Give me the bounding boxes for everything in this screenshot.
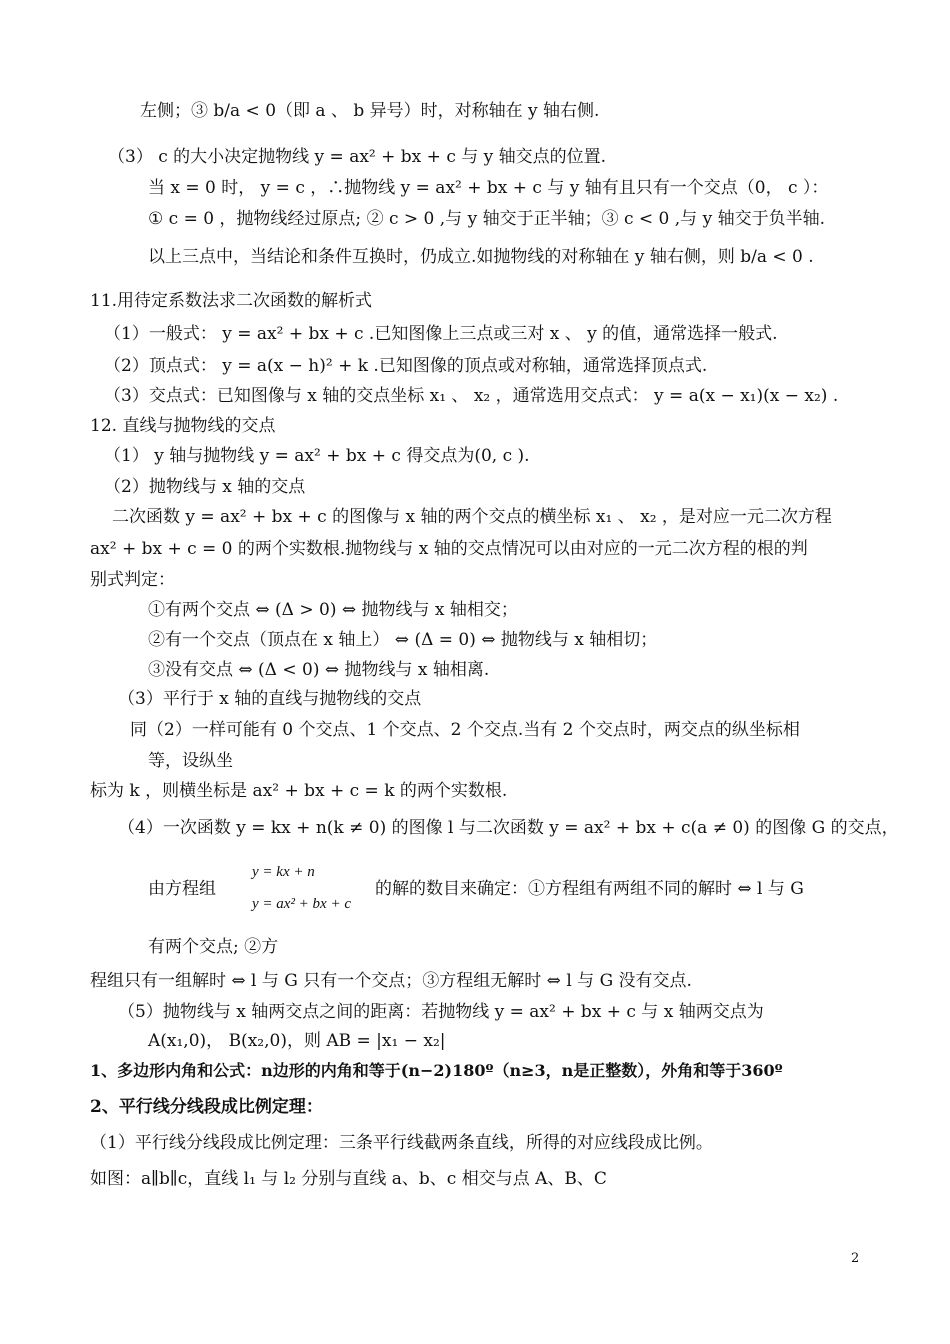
system-equation-2: y = ax² + bx + c — [252, 896, 351, 912]
text-line: （1） y 轴与抛物线 y = ax² + bx + c 得交点为(0, c ). — [104, 446, 530, 466]
text-line: （5）抛物线与 x 轴两交点之间的距离：若抛物线 y = ax² + bx + c 与 x 轴两交点为 — [118, 1002, 764, 1022]
text-line: 等，设纵坐 — [148, 751, 233, 771]
text-line: ax² + bx + c = 0 的两个实数根.抛物线与 x 轴的交点情况可以由对应的一元二次方程的根的判 — [90, 539, 808, 559]
text-line: 以上三点中，当结论和条件互换时，仍成立.如抛物线的对称轴在 y 轴右侧，则 b/a < 0 . — [148, 247, 814, 267]
text-line: 的解的数目来确定：①方程组有两组不同的解时 ⇔ l 与 G — [375, 879, 804, 899]
section-heading: 2、平行线分线段成比例定理： — [90, 1097, 323, 1117]
text-line: 左侧；③ b/a < 0（即 a 、 b 异号）时，对称轴在 y 轴右侧. — [140, 101, 600, 121]
text-line: ③没有交点 ⇔ (Δ < 0) ⇔ 抛物线与 x 轴相离. — [148, 660, 490, 680]
text-line: （2）顶点式： y = a(x − h)² + k .已知图像的顶点或对称轴，通常选择顶点式. — [104, 356, 708, 376]
section-heading: 1、多边形内角和公式：n边形的内角和等于(n−2)180º（n≥3，n是正整数），外角和等于360º — [90, 1061, 783, 1080]
text-line: 由方程组 — [148, 879, 216, 899]
text-line: 别式判定： — [90, 570, 175, 590]
text-line: 有两个交点; ②方 — [148, 937, 279, 957]
text-line: （1）一般式： y = ax² + bx + c .已知图像上三点或三对 x 、 y 的值，通常选择一般式. — [104, 324, 778, 344]
section-heading: 12. 直线与抛物线的交点 — [90, 416, 276, 436]
text-line: （4）一次函数 y = kx + n(k ≠ 0) 的图像 l 与二次函数 y = ax² + bx + c(a ≠ 0) 的图像 G 的交点， — [118, 818, 899, 838]
text-line: （3）平行于 x 轴的直线与抛物线的交点 — [118, 689, 422, 709]
page-number: 2 — [851, 1251, 860, 1266]
system-equation-1: y = kx + n — [252, 864, 315, 880]
text-line: 二次函数 y = ax² + bx + c 的图像与 x 轴的两个交点的横坐标 x₁ 、 x₂ ，是对应一元二次方程 — [112, 507, 832, 527]
text-line: （3）交点式：已知图像与 x 轴的交点坐标 x₁ 、 x₂ ，通常选用交点式： y = a(x − x₁)(x − x₂) . — [104, 386, 839, 406]
text-line: 标为 k ，则横坐标是 ax² + bx + c = k 的两个实数根. — [90, 781, 508, 801]
text-line: （2）抛物线与 x 轴的交点 — [104, 477, 306, 497]
text-line: 同（2）一样可能有 0 个交点、1 个交点、2 个交点.当有 2 个交点时，两交点的纵坐标相 — [130, 720, 800, 740]
text-line: ① c = 0 ，抛物线经过原点; ② c > 0 ,与 y 轴交于正半轴；③ c < 0 ,与 y 轴交于负半轴. — [148, 209, 825, 229]
text-line: ①有两个交点 ⇔ (Δ > 0) ⇔ 抛物线与 x 轴相交； — [148, 600, 518, 620]
text-line: （3） c 的大小决定抛物线 y = ax² + bx + c 与 y 轴交点的位置. — [108, 147, 607, 167]
text-line: 如图：a∥b∥c，直线 l₁ 与 l₂ 分别与直线 a、b、c 相交与点 A、B、C — [90, 1169, 607, 1189]
text-line: A(x₁,0)， B(x₂,0)，则 AB = |x₁ − x₂| — [148, 1031, 446, 1051]
text-line: （1）平行线分线段成比例定理：三条平行线截两条直线，所得的对应线段成比例。 — [90, 1133, 713, 1153]
section-heading: 11.用待定系数法求二次函数的解析式 — [90, 291, 373, 311]
text-line: 当 x = 0 时， y = c ，∴抛物线 y = ax² + bx + c 与 y 轴有且只有一个交点（0， c ）： — [148, 178, 829, 198]
text-line: 程组只有一组解时 ⇔ l 与 G 只有一个交点；③方程组无解时 ⇔ l 与 G 没有交点. — [90, 971, 692, 991]
text-line: ②有一个交点（顶点在 x 轴上） ⇔ (Δ = 0) ⇔ 抛物线与 x 轴相切； — [148, 630, 658, 650]
